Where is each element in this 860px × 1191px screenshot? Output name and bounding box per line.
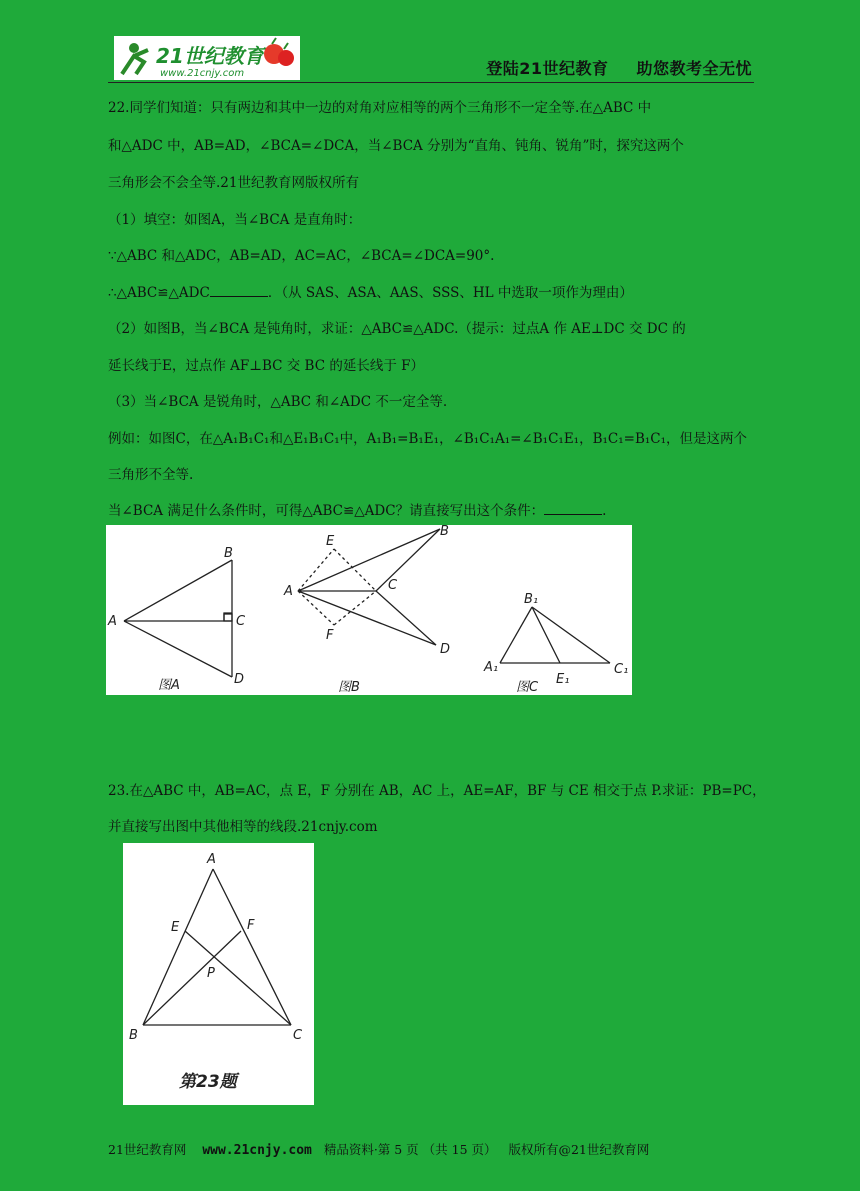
- q22-line-6: [108, 281, 633, 301]
- q22-condition-question: 当∠BCA 满足什么条件时，可得△ABC≌△ADC？请直接写出这个条件：: [108, 503, 545, 519]
- q23-label-b: B: [129, 1028, 138, 1043]
- q23-figure: [123, 843, 314, 1105]
- logo-graphic: [114, 36, 300, 80]
- q22-figures: [106, 525, 632, 695]
- logo-url: www.21cnjy.com: [160, 68, 245, 79]
- q23-caption: 第23题: [179, 1072, 237, 1092]
- slogan-right: 助您教考全无忧: [636, 59, 752, 78]
- figure-c: [500, 607, 610, 663]
- q22-line-9: （3）当∠BCA 是锐角时，△ABC 和∠ADC 不一定全等.: [108, 394, 448, 410]
- q22-figures-svg: [106, 525, 632, 695]
- fig-a-label-b: B: [224, 546, 233, 561]
- q22-line-8: 延长线于E，过点作 AF⊥BC 交 BC 的延长线于 F）: [108, 358, 424, 374]
- fig-b-label-b: B: [440, 525, 449, 539]
- figure-b: [298, 529, 440, 645]
- fig-c-label-c1: C₁: [614, 662, 629, 677]
- fig-a-label-d: D: [234, 672, 245, 687]
- footer-url[interactable]: www.21cnjy.com: [202, 1143, 312, 1158]
- answer-blank-1: [210, 284, 268, 297]
- q23-label-f: F: [247, 918, 255, 933]
- q22-line-2: 和△ADC 中，AB=AD，∠BCA=∠DCA，当∠BCA 分别为“直角、钝角、锐角”时，探究这两个: [108, 138, 684, 154]
- fig-a-label-c: C: [236, 614, 246, 629]
- site-logo: [114, 36, 300, 80]
- q23-label-a: A: [207, 852, 216, 867]
- figure-a: [124, 560, 232, 677]
- fig-a-caption: 图A: [158, 678, 180, 693]
- fig-c-label-a1: A₁: [484, 660, 499, 675]
- q22-line-12: [108, 499, 606, 519]
- answer-blank-2: [544, 502, 602, 515]
- fig-c-label-b1: B₁: [524, 592, 539, 607]
- q22-conclusion: ∴△ABC≌△ADC: [108, 285, 210, 301]
- q23-label-c: C: [293, 1028, 303, 1043]
- q23-line-2: 并直接写出图中其他相等的线段.21cnjy.com: [108, 819, 378, 835]
- q22-line-7: （2）如图B，当∠BCA 是钝角时，求证：△ABC≌△ADC.（提示：过点A 作 AE⊥DC 交 DC 的: [108, 321, 686, 337]
- q22-reason-hint: ．（从 SAS、ASA、AAS、SSS、HL 中选取一项作为理由）: [267, 285, 633, 301]
- fig-c-label-e1: E₁: [556, 672, 570, 687]
- fig-b-label-e: E: [326, 534, 335, 549]
- fig-b-caption: 图B: [338, 680, 360, 695]
- q22-line-11: 三角形不全等.: [108, 467, 194, 483]
- fig-b-label-d: D: [440, 642, 451, 657]
- footer-page-info: 精品资料·第 5 页 （共 15 页）: [323, 1142, 497, 1157]
- q22-line-4: （1）填空：如图A，当∠BCA 是直角时：: [108, 212, 362, 228]
- q23-label-e: E: [171, 920, 180, 935]
- q23-figure-svg: [123, 843, 314, 1105]
- fig-a-label-a: A: [108, 614, 117, 629]
- page-footer: [108, 1140, 649, 1158]
- fig-b-label-f: F: [326, 628, 334, 643]
- header-slogan: [486, 56, 752, 79]
- q23-line-1: 23.在△ABC 中，AB=AC，点 E，F 分别在 AB，AC 上，AE=AF，BF 与 CE 相交于点 P.求证：PB=PC，: [108, 783, 766, 799]
- q22-line-3: 三角形会不会全等.21世纪教育网版权所有: [108, 175, 359, 191]
- fig-b-label-a: A: [284, 584, 293, 599]
- fig-c-caption: 图C: [516, 680, 539, 695]
- q23-triangle: [143, 869, 291, 1025]
- slogan-left: 登陆21世纪教育: [486, 59, 609, 78]
- q22-line-1: 22.同学们知道：只有两边和其中一边的对角对应相等的两个三角形不一定全等.在△ABC 中: [108, 100, 652, 116]
- logo-text: 21世纪教育: [156, 44, 264, 68]
- q22-line-5: ∵△ABC 和△ADC，AB=AD，AC=AC，∠BCA=∠DCA=90°.: [108, 248, 495, 264]
- q23-label-p: P: [207, 966, 215, 981]
- footer-site: 21世纪教育网: [108, 1142, 187, 1157]
- q22-line-10: 例如：如图C，在△A₁B₁C₁和△E₁B₁C₁中，A₁B₁=B₁E₁，∠B₁C₁A₁=∠B₁C₁E₁，B₁C₁=B₁C₁，但是这两个: [108, 431, 748, 447]
- page-header: [108, 34, 754, 83]
- footer-copyright: 版权所有@21世纪教育网: [508, 1142, 650, 1157]
- q22-period: .: [602, 503, 607, 519]
- fig-b-label-c: C: [388, 578, 398, 593]
